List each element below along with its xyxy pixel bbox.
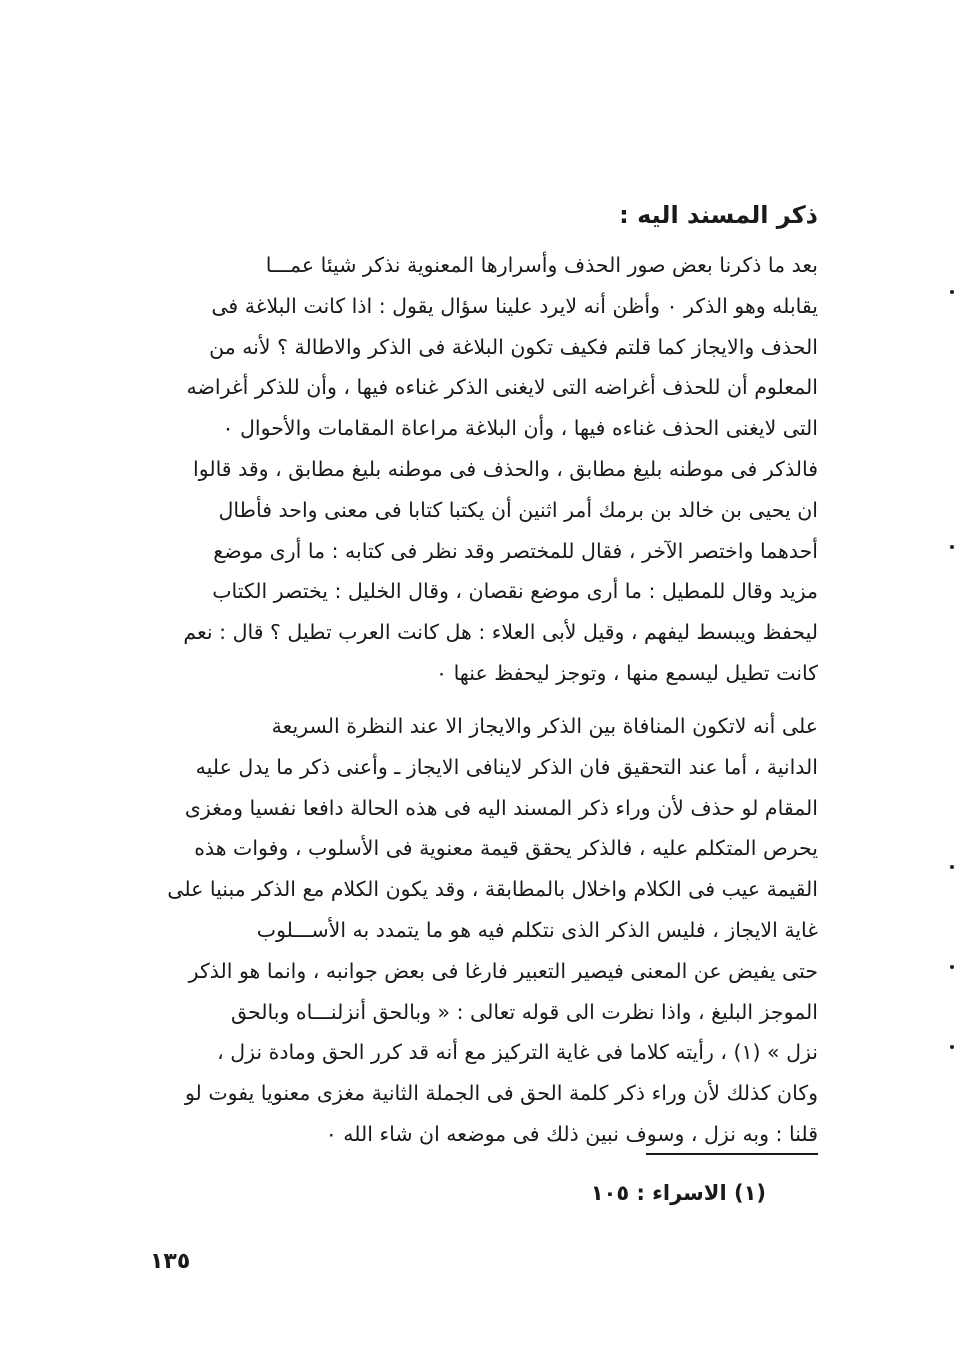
scan-speck (950, 865, 954, 869)
text-line: القيمة عيب فى الكلام واخلال بالمطابقة ، وقد يكون الكلام مع الذكر مبنيا على (167, 877, 818, 902)
scan-speck (950, 545, 954, 549)
text-line: وكان كذلك لأن وراء ذكر كلمة الحق فى الجملة الثانية مغزى معنويا يفوت لو (184, 1081, 818, 1106)
footnote: (١) الاسراء : ١٠٥ (590, 1181, 766, 1205)
text-line: المعلوم أن للحذف أغراضه التى لايغنى الذكر غناءه فيها ، وأن للذكر أغراضه (186, 375, 818, 400)
text-line: التى لايغنى الحذف غناءه فيها ، وأن البلاغة مراعاة المقامات والأحوال ٠ (222, 416, 818, 441)
text-line: ان يحيى بن خالد بن برمك أمر اثنين أن يكتبا كتابا فى معنى واحد فأطال (218, 497, 818, 522)
text-line: قلنا : وبه نزل ، وسوف نبين ذلك فى موضعه ان شاء الله ٠ (325, 1121, 818, 1146)
text-line: كانت تطيل ليسمع منها ، وتوجز ليحفظ عنها ٠ (436, 660, 818, 685)
scan-speck (950, 965, 954, 969)
scan-speck (950, 1045, 954, 1049)
page-number: ١٣٥ (150, 1249, 191, 1274)
text-line: فالذكر فى موطنه بليغ مطابق ، والحذف فى موطنه بليغ مطابق ، وقد قالوا (193, 456, 818, 481)
text-line: الدانية ، أما عند التحقيق فان الذكر لاينافى الايجاز ـ وأعنى ذكر ما يدل عليه (195, 754, 818, 779)
text-line: يقابله وهو الذكر ٠ وأظن أنه لايرد علينا سؤال يقول : اذا كانت البلاغة فى (211, 293, 818, 318)
text-line: الحذف والايجاز كما قلتم فكيف تكون البلاغة فى الذكر والاطالة ؟ لأنه من (209, 334, 818, 359)
paragraph-1 (156, 245, 818, 694)
text-line: على أنه لاتكون المنافاة بين الذكر والايجاز الا عند النظرة السريعة (271, 714, 818, 738)
text-line: بعد ما ذكرنا بعض صور الحذف وأسرارها المعنوية نذكر شيئا عمـــا (265, 253, 818, 277)
scan-speck (950, 290, 954, 294)
text-line: مزيد وقال للمطيل : ما أرى موضع نقصان ، وقال الخليل : يختصر الكتاب (212, 579, 818, 604)
text-line: ليحفظ ويبسط ليفهم ، وقيل لأبى العلاء : هل كانت العرب تطيل ؟ قال : نعم (183, 620, 818, 645)
section-heading: ذكر المسند اليه : (619, 201, 818, 229)
footnote-divider (646, 1153, 818, 1155)
text-line: أحدهما واختصر الآخر ، فقال للمختصر وقد نظر فى كتابه : ما أرى موضع (213, 538, 818, 563)
text-line: المقام لو حذف لأن وراء ذكر المسند اليه فى هذه الحالة دافعا نفسيا ومغزى (184, 795, 818, 820)
text-line: غاية الايجاز ، فليس الذكر الذى نتكلم فيه هو ما يتمدد به الأســـلوب (256, 917, 818, 942)
paragraph-2 (156, 706, 818, 1155)
text-line: الموجز البليغ ، واذا نظرت الى قوله تعالى : « وبالحق أنزلنـــاه وبالحق (230, 999, 818, 1024)
text-line: نزل » (١) ، رأيته كلاما فى غاية التركيز مع أنه قد كرر الحق ومادة نزل ، (217, 1040, 818, 1065)
text-line: يحرص المتكلم عليه ، فالذكر يحقق قيمة معنوية فى الأسلوب ، وفوات هذه (194, 836, 818, 861)
text-line: حتى يفيض عن المعنى فيصير التعبير فارغا فى بعض جوانبه ، وانما هو الذكر (188, 958, 818, 983)
